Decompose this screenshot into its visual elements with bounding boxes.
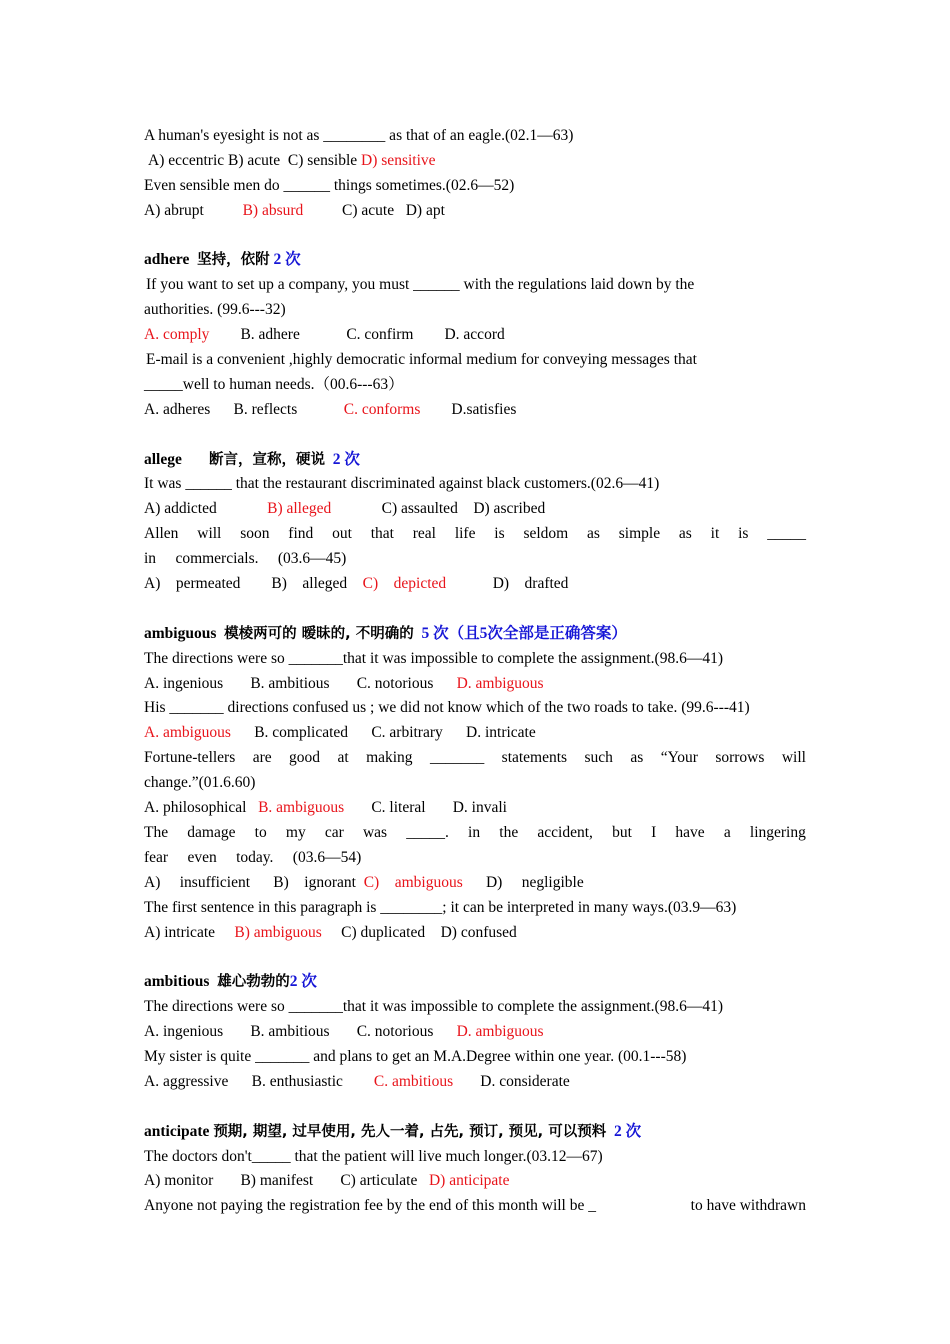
question-text: The directions were so _______that it was impossible to complete the assignment.(98.6—41) [144,649,723,667]
word: (03.6—45) [277,550,347,568]
correct-option: D. ambiguous [456,674,544,692]
option: D) confused [440,923,517,941]
word-heading [144,970,806,995]
word: to [254,823,267,841]
question-fragment: to have withdrawn [690,1197,806,1215]
word-title: ambiguous [144,624,217,642]
option: B. ambitious [250,674,330,692]
option-letter: C) [363,873,380,891]
word: in [468,823,481,841]
answer-options [144,871,806,896]
word: life [454,525,476,543]
word: Allen [144,525,179,543]
answer-options [144,1020,806,1045]
question-text: His _______ directions confused us ; we did not know which of the two roads to take. (99.6---41) [144,699,750,717]
occurrence-count: 2 次 [289,973,317,991]
word: _____ [767,525,806,543]
answer-options [144,323,806,348]
question-text: It was ______ that the restaurant discriminated against black customers.(02.6—41) [144,475,660,493]
word: even [187,848,217,866]
option: D. considerate [480,1072,570,1090]
word: have [675,823,705,841]
answer-options [144,796,806,821]
option: A. ingenious [144,674,224,692]
word: commercials. [175,550,259,568]
option: A) eccentric [148,151,225,169]
option-letter: D) [485,873,503,891]
word: find [288,525,314,543]
word-meaning: 断言，宣称，硬说 [209,451,325,468]
correct-option: B) ambiguous [234,923,322,941]
word: are [252,749,272,767]
document-page [144,124,806,1219]
word-title: anticipate [144,1122,210,1140]
correct-option: ambiguous [394,873,463,891]
correct-option: A. ambiguous [144,724,231,742]
word: fear [144,848,169,866]
correct-option: C. conforms [343,400,421,418]
option: C. arbitrary [371,724,443,742]
word: that [370,525,394,543]
question-fragment: Anyone not paying the registration fee by the end of this month will be _ [144,1197,596,1215]
option: B. adhere [240,326,300,344]
occurrence-count: 2 次 [332,450,360,468]
word: my [285,823,306,841]
option: A. aggressive [144,1072,229,1090]
word-meaning: 模棱两可的 暧昧的, 不明确的 [224,625,414,642]
question-text: A human's eyesight is not as ________ as that of an eagle.(02.1—63) [144,127,574,144]
option: C) articulate [340,1172,418,1190]
option: B) acute [228,151,281,169]
question-text [144,1194,806,1219]
question-text: E-mail is a convenient ,highly democratic informal medium for conveying messages that [146,351,697,369]
option: B. enthusiastic [251,1072,343,1090]
option: C) acute [342,201,395,219]
word: it [710,525,720,543]
word: statements [501,749,568,767]
option: A. ingenious [144,1023,224,1041]
correct-option: D) anticipate [428,1172,510,1190]
option-letter: A) [144,873,161,891]
word: “Your [660,749,698,767]
word-meaning: 雄心勃勃的 [217,974,290,991]
answer-options [144,497,806,522]
option: insufficient [179,873,251,891]
correct-option: D. ambiguous [456,1023,544,1041]
correct-option: B) absurd [242,201,304,219]
option: C. confirm [346,326,414,344]
question-text: authorities. (99.6---32) [144,301,286,319]
option: C) duplicated [341,923,426,941]
word-heading [144,248,806,273]
word: _____. [406,823,449,841]
word: the [499,823,519,841]
answer-options [144,921,806,946]
option: ignorant [304,873,356,891]
option: D. invali [452,799,507,817]
word: today. [236,848,274,866]
word-heading [144,448,806,473]
correct-option: A. comply [144,326,210,344]
option: A. philosophical [144,799,247,817]
answer-options [144,721,806,746]
word-heading [144,1120,806,1145]
word: sorrows [715,749,765,767]
question-text: Even sensible men do ______ things sometimes.(02.6—52) [144,176,515,194]
correct-option: C. ambitious [373,1072,454,1090]
occurrence-count: 5 次（且5次全部是正确答案） [421,624,627,642]
question-text: The doctors don't_____ that the patient will live much longer.(03.12—67) [144,1147,603,1165]
option: alleged [302,575,348,593]
option: B. ambitious [250,1023,330,1041]
option: D. intricate [466,724,536,742]
correct-option: B. ambiguous [258,799,345,817]
option: negligible [521,873,584,891]
word: _______ [429,749,485,767]
word: accident, [537,823,593,841]
word: car [324,823,344,841]
question-text: change.”(01.6.60) [144,774,256,792]
word: as [678,525,692,543]
option: C) assaulted [381,500,458,518]
word: Fortune-tellers [144,749,236,767]
word: such [584,749,613,767]
word-meaning: 坚持，依附 [197,252,270,269]
question-text: If you want to set up a company, you must ______ with the regulations laid down by the [146,276,695,294]
correct-option: B) alleged [267,500,332,518]
option: C. notorious [356,1023,434,1041]
word: real [412,525,436,543]
answer-options [144,1070,806,1095]
option: C. notorious [356,674,434,692]
word: as [587,525,600,543]
question-text [144,846,806,871]
word: soon [240,525,270,543]
answer-options [144,149,806,174]
option-letter: B) [271,575,287,593]
option: B. reflects [233,400,298,418]
option: A) intricate [144,923,216,941]
word: in [144,550,157,568]
occurrence-count: 2 次 [273,251,301,269]
option: drafted [524,575,569,593]
question-text-justified [144,522,806,547]
word: good [289,749,321,767]
option-letter: C) [362,575,379,593]
question-text: The first sentence in this paragraph is ________; it can be interpreted in many ways.(03.9—63) [144,898,737,916]
answer-options [144,199,806,224]
question-text: _____well to human needs.（00.6---63） [144,375,404,393]
word: The [144,823,169,841]
option: B) manifest [240,1172,314,1190]
word: was [362,823,388,841]
answer-options [144,572,806,597]
option: A) monitor [144,1172,214,1190]
word: lingering [749,823,806,841]
word: but [612,823,632,841]
word: damage [187,823,236,841]
word-title: allege [144,450,182,468]
option: D) ascribed [473,500,546,518]
word-meaning: 预期, 期望, 过早使用, 先人一着, 占先, 预订, 预见, 可以预料 [213,1123,607,1140]
question-text: My sister is quite _______ and plans to get an M.A.Degree within one year. (00.1---58) [144,1047,687,1065]
question-text: The directions were so _______that it was impossible to complete the assignment.(98.6—41) [144,998,723,1016]
word: will [197,525,222,543]
option: A) addicted [144,500,217,518]
word: is [738,525,749,543]
answer-options [144,1169,806,1194]
occurrence-count: 2 次 [613,1122,642,1140]
word: a [723,823,731,841]
option: A) abrupt [144,201,204,219]
option: A. adheres [144,400,211,418]
option: D) apt [405,201,445,219]
option: permeated [175,575,241,593]
word: is [494,525,505,543]
word: simple [618,525,661,543]
word: making [366,749,413,767]
option-letter: A) [144,575,161,593]
answer-options [144,672,806,697]
option-letter: D) [492,575,510,593]
correct-option: D) sensitive [361,151,436,169]
word: at [337,749,349,767]
word-title: ambitious [144,973,210,991]
option: D.satisfies [451,400,517,418]
word: I [651,823,657,841]
option: C. literal [371,799,426,817]
correct-option: depicted [393,575,447,593]
question-text-justified [144,746,806,771]
word-heading [144,622,806,647]
answer-options [144,398,806,423]
word: out [332,525,352,543]
word: seldom [523,525,569,543]
word: as [630,749,644,767]
option-letter: B) [273,873,289,891]
option: C) sensible [287,151,358,169]
word: will [781,749,806,767]
option: D. accord [444,326,505,344]
question-text [144,547,806,572]
word-title: adhere [144,251,190,269]
word: (03.6—54) [292,848,362,866]
option: B. complicated [254,724,349,742]
question-text-justified [144,821,806,846]
